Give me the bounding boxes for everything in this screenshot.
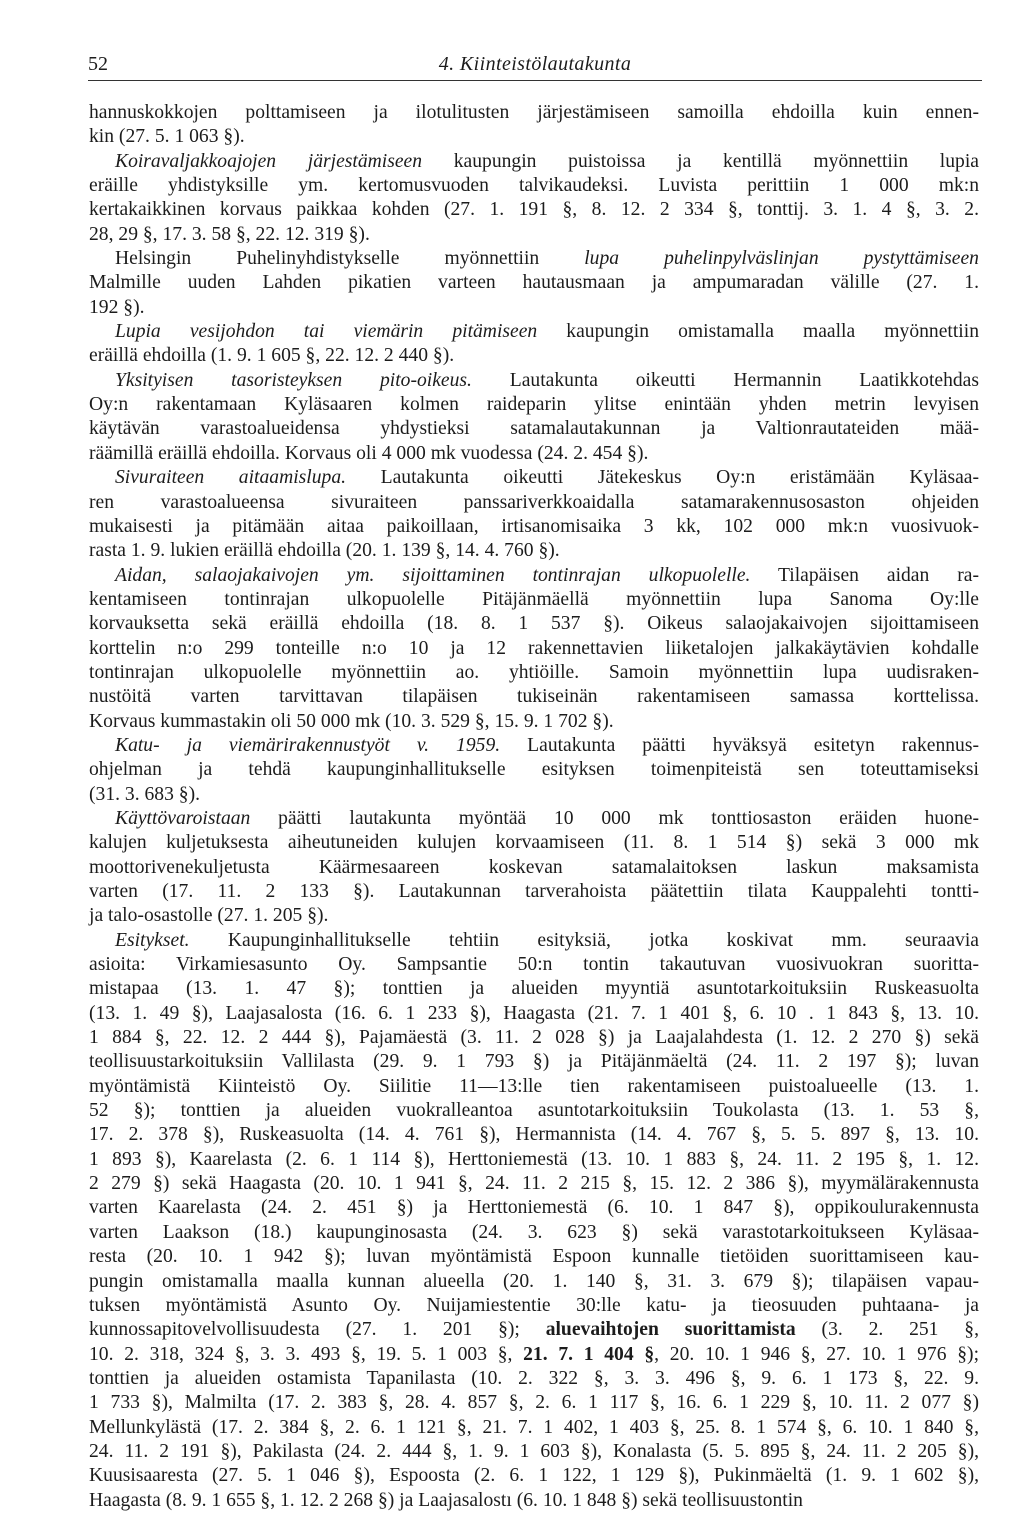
paragraph bbox=[89, 807, 979, 929]
text-run: Lautakunta päätti hyväksyä esitetyn rakennus- bbox=[500, 734, 979, 756]
text-run: 52 §); tonttien ja alueiden vuokralleantoa asuntotarkoituksiin Toukolasta (13. 1. 53 §, bbox=[89, 1100, 979, 1122]
text-line bbox=[89, 271, 979, 295]
text-run: ohjelman ja tehdä kaupunginhallitukselle esityksen toimenpiteistä sen toteuttamiseksi bbox=[89, 759, 979, 781]
text-run: (13. 1. 49 §), Laajasalosta (16. 6. 1 233 §), Haagasta (21. 7. 1 401 §, 6. 10 . 1 843 §, 13. 10. bbox=[89, 1002, 979, 1024]
text-line bbox=[89, 1196, 979, 1220]
text-run: mukaisesti ja pitämään aitaa paikoillaan, irtisanomisaika 3 kk, 102 000 mk:n vuosivuok- bbox=[89, 515, 979, 537]
text-run: ren varastoalueensa sivuraiteen panssariverkkoaidalla satamarakennusosaston ohjeiden bbox=[89, 491, 979, 513]
text-line bbox=[89, 296, 979, 320]
text-line bbox=[89, 101, 979, 125]
text-run: 2 279 §) sekä Haagasta (20. 10. 1 941 §, 24. 11. 2 215 §, 15. 12. 2 386 §), myymälärakennusta bbox=[89, 1173, 979, 1195]
text-run: eräille yhdistyksille ym. kertomusvuoden talvikaudeksi. Luvista perittiin 1 000 mk:n bbox=[89, 175, 979, 197]
text-line bbox=[89, 1391, 979, 1415]
text-run: korttelin n:o 299 tonteille n:o 10 ja 12 rakennettavien liiketalojen jalkakäytävien kohdalle bbox=[89, 637, 979, 659]
text-run: Helsingin Puhelinyhdistykselle myönnettiin bbox=[115, 248, 585, 270]
text-line bbox=[89, 1221, 979, 1245]
text-line bbox=[89, 1075, 979, 1099]
text-line bbox=[89, 661, 979, 685]
text-line bbox=[89, 1343, 979, 1367]
text-line bbox=[89, 1489, 979, 1513]
text-line bbox=[89, 612, 979, 636]
text-line bbox=[89, 588, 979, 612]
text-line bbox=[89, 125, 979, 149]
text-run: Lautakunta oikeutti Hermannin Laatikkotehdas bbox=[471, 369, 979, 391]
paragraph bbox=[89, 150, 979, 247]
text-line bbox=[89, 1148, 979, 1172]
text-run: tontinrajan ulkopuolelle myönnettiin ao. yhtiöille. Samoin myönnettiin lupa uudisraken- bbox=[89, 661, 979, 683]
text-line bbox=[89, 710, 979, 734]
text-line bbox=[89, 953, 979, 977]
text-line bbox=[89, 247, 979, 271]
text-run: varten Laakson (18.) kaupunginosasta (24. 3. 623 §) sekä varastotarkoitukseen Kyläsaa- bbox=[89, 1221, 979, 1243]
italic-heading: Katu- ja viemärirakennustyöt v. 1959. bbox=[115, 734, 501, 756]
text-run: 1 884 §, 22. 12. 2 444 §), Pajamäestä (3. 11. 2 028 §) ja Laajalahdesta (1. 12. 2 270 §) sekä bbox=[89, 1027, 979, 1049]
text-line bbox=[89, 831, 979, 855]
text-line bbox=[89, 417, 979, 441]
text-run: käytävän varastoalueidensa yhdystieksi satamalautakunnan ja Valtionrautateiden mää- bbox=[89, 418, 979, 440]
text-run: hannuskokkojen polttamiseen ja ilotulitusten järjestämiseen samoilla ehdoilla kuin ennen- bbox=[89, 102, 979, 123]
text-line bbox=[89, 369, 979, 393]
header-rule bbox=[88, 80, 982, 81]
text-line bbox=[89, 880, 979, 904]
body-text bbox=[89, 101, 979, 1513]
paragraph bbox=[89, 369, 979, 466]
text-run: myöntämistä Kiinteistö Oy. Siilitie 11—13:lle tien rakentamiseen puistoalueelle (13. 1. bbox=[89, 1075, 979, 1097]
text-line bbox=[89, 1172, 979, 1196]
text-run: eräillä ehdoilla (1. 9. 1 605 §, 22. 12. 2 440 §). bbox=[89, 345, 455, 367]
text-line bbox=[89, 807, 979, 831]
text-run: kunnossapitovelvollisuudesta (27. 1. 201 §); bbox=[89, 1319, 546, 1341]
text-run: 1 893 §), Kaarelasta (2. 6. 1 114 §), Herttoniemestä (13. 10. 1 883 §, 24. 11. 2 195 §, 1. 12. bbox=[89, 1148, 979, 1170]
text-run: varten Kaarelasta (24. 2. 451 §) ja Herttoniemestä (6. 10. 1 847 §), oppikoulurakennusta bbox=[89, 1197, 979, 1219]
text-run: kertakaikkinen korvaus paikkaa kohden (27. 1. 191 §, 8. 12. 2 334 §, tonttij. 3. 1. 4 §, 3. 2. bbox=[89, 199, 979, 221]
text-line bbox=[89, 1002, 979, 1026]
paragraph bbox=[89, 247, 979, 320]
text-run: Lautakunta oikeutti Jätekeskus Oy:n eristämään Kyläsaa- bbox=[346, 467, 979, 489]
text-line bbox=[89, 1416, 979, 1440]
italic-heading: Yksityisen tasoristeyksen pito-oikeus. bbox=[115, 369, 472, 391]
page-number: 52 bbox=[88, 53, 108, 75]
italic-heading: lupa puhelinpylväslinjan pystyttämiseen bbox=[584, 248, 979, 270]
text-run: nustöitä varten tarvittavan tilapäisen tukiseinän rakentamiseen samassa korttelissa. bbox=[89, 686, 979, 708]
text-run: päätti lautakunta myöntää 10 000 mk tonttiosaston eräiden huone- bbox=[250, 807, 979, 829]
page-header bbox=[88, 52, 982, 80]
running-head: 4. Kiinteistölautakunta bbox=[438, 53, 632, 75]
text-line bbox=[89, 442, 979, 466]
text-line bbox=[89, 320, 979, 344]
text-run: tuksen myöntämistä Asunto Oy. Nuijamiestentie 30:lle katu- ja tieosuuden puhtaana- ja bbox=[89, 1294, 979, 1316]
text-run: Mellunkylästä (17. 2. 384 §, 2. 6. 1 121 §, 21. 7. 1 402, 1 403 §, 25. 8. 1 574 §, 6. 10. 1 840 §, bbox=[89, 1416, 979, 1438]
text-run: varten (17. 11. 2 133 §). Lautakunnan tarverahoista päätettiin tilata Kauppalehti tontti- bbox=[89, 881, 979, 902]
text-line bbox=[89, 1294, 979, 1318]
text-run: ja talo-osastolle (27. 1. 205 §). bbox=[89, 905, 329, 927]
text-line bbox=[89, 393, 979, 417]
paragraph bbox=[89, 564, 979, 734]
text-line bbox=[89, 1440, 979, 1464]
text-run: mistapaa (13. 1. 47 §); tonttien ja alueiden myyntiä asuntotarkoituksiin Ruskeasuolta bbox=[89, 978, 979, 1000]
italic-heading: Käyttövaroistaan bbox=[115, 807, 251, 829]
text-line bbox=[89, 1050, 979, 1074]
text-line bbox=[89, 1123, 979, 1147]
text-run: 1 733 §), Malmilta (17. 2. 383 §, 28. 4. 857 §, 2. 6. 1 117 §, 16. 6. 1 229 §, 10. 11. 2 077 §) bbox=[89, 1392, 979, 1414]
text-line bbox=[89, 564, 979, 588]
text-run: tonttien ja alueiden ostamista Tapanilasta (10. 2. 322 §, 3. 3. 496 §, 9. 6. 1 173 §, 22. 9. bbox=[89, 1367, 979, 1389]
italic-heading: Esitykset. bbox=[115, 929, 190, 951]
text-run: kentamiseen tontinrajan ulkopuolelle Pitäjänmäellä myönnettiin lupa Sanoma Oy:lle bbox=[89, 588, 979, 610]
italic-heading: Aidan, salaojakaivojen ym. sijoittaminen tontinrajan ulkopuolelle. bbox=[115, 564, 751, 586]
text-line bbox=[89, 466, 979, 490]
text-line bbox=[89, 929, 979, 953]
text-run: 10. 2. 318, 324 §, 3. 3. 493 §, 19. 5. 1 003 §, bbox=[89, 1343, 524, 1365]
text-run: moottorivenekuljetusta Käärmesaareen koskevan satamalaitoksen laskun maksamista bbox=[89, 856, 979, 878]
paragraph bbox=[89, 101, 979, 150]
text-run: Tilapäisen aidan ra- bbox=[750, 564, 979, 586]
text-run: 17. 2. 378 §), Ruskeasuolta (14. 4. 761 §), Hermannista (14. 4. 767 §, 5. 5. 897 §, 13. 10. bbox=[89, 1124, 979, 1146]
paragraph bbox=[89, 734, 979, 807]
text-line bbox=[89, 174, 979, 198]
text-line bbox=[89, 515, 979, 539]
text-line bbox=[89, 685, 979, 709]
text-run: rasta 1. 9. lukien eräillä ehdoilla (20. 1. 139 §, 14. 4. 760 §). bbox=[89, 540, 560, 562]
text-line bbox=[89, 856, 979, 880]
text-line bbox=[89, 344, 979, 368]
text-run: Oy:n rakentamaan Kyläsaaren kolmen raideparin ylitse enintään yhden metrin levyisen bbox=[89, 394, 979, 416]
text-run: 192 §). bbox=[89, 296, 145, 318]
bold-text: aluevaihtojen suorittamista bbox=[545, 1319, 796, 1341]
text-run: Haagasta (8. 9. 1 655 §, 1. 12. 2 268 §) ja Laajasalostı (6. 10. 1 848 §) sekä teollisuustontin bbox=[89, 1489, 803, 1511]
text-line bbox=[89, 150, 979, 174]
text-line bbox=[89, 977, 979, 1001]
text-line bbox=[89, 198, 979, 222]
text-run: asioita: Virkamiesasunto Oy. Sampsantie 50:n tontin takautuvan vuosivuokran suoritta- bbox=[89, 954, 979, 976]
text-run: Kuusisaaresta (27. 5. 1 046 §), Espoosta (2. 6. 1 122, 1 129 §), Pukinmäeltä (1. 9. 1 602 §), bbox=[89, 1465, 979, 1487]
text-run: Malmille uuden Lahden pikatien varteen hautausmaan ja ampumaradan välille (27. 1. bbox=[89, 272, 979, 294]
text-run: (31. 3. 683 §). bbox=[89, 783, 201, 805]
text-line bbox=[89, 1270, 979, 1294]
text-run: 28, 29 §, 17. 3. 58 §, 22. 12. 319 §). bbox=[89, 223, 370, 245]
text-run: korvauksetta sekä eräillä ehdoilla (18. 8. 1 537 §). Oikeus salaojakaivojen sijoittamiseen bbox=[89, 613, 979, 635]
text-line bbox=[89, 223, 979, 247]
text-line bbox=[89, 904, 979, 928]
text-line bbox=[89, 734, 979, 758]
paragraph bbox=[89, 929, 979, 1513]
text-line bbox=[89, 1464, 979, 1488]
italic-heading: Lupia vesijohdon tai viemärin pitämiseen bbox=[115, 321, 538, 343]
paragraph bbox=[89, 466, 979, 563]
text-run: kaupungin puistoissa ja kentillä myönnettiin lupia bbox=[422, 150, 979, 172]
text-line bbox=[89, 1026, 979, 1050]
bold-text: 21. 7. 1 404 § bbox=[523, 1343, 655, 1365]
paragraph bbox=[89, 320, 979, 369]
text-run: räämillä eräillä ehdoilla. Korvaus oli 4 000 mk vuodessa (24. 2. 454 §). bbox=[89, 442, 649, 464]
text-run: kin (27. 5. 1 063 §). bbox=[89, 126, 245, 148]
italic-heading: Koiravaljakkoajojen järjestämiseen bbox=[115, 150, 423, 172]
text-line bbox=[89, 491, 979, 515]
text-line bbox=[89, 1318, 979, 1342]
text-line bbox=[89, 783, 979, 807]
text-line bbox=[89, 758, 979, 782]
text-line bbox=[89, 539, 979, 563]
text-run: , 20. 10. 1 946 §, 27. 10. 1 976 §); bbox=[654, 1343, 980, 1365]
text-run: resta (20. 10. 1 942 §); luvan myöntämistä Espoon kunnalle tietöiden suorittamiseen kau- bbox=[89, 1246, 979, 1268]
text-line bbox=[89, 1099, 979, 1123]
text-run: kaupungin omistamalla maalla myönnettiin bbox=[537, 321, 979, 343]
text-run: Kaupunginhallitukselle tehtiin esityksiä, jotka koskivat mm. seuraavia bbox=[189, 929, 979, 951]
text-run: teollisuustarkoituksiin Vallilasta (29. 9. 1 793 §) ja Pitäjänmäeltä (24. 11. 2 197 §); luvan bbox=[89, 1051, 979, 1073]
text-line bbox=[89, 1245, 979, 1269]
italic-heading: Sivuraiteen aitaamislupa. bbox=[115, 467, 347, 489]
text-run: 24. 11. 2 191 §), Pakilasta (24. 2. 444 §, 1. 9. 1 603 §), Konalasta (5. 5. 895 §, 24. 11. 2 205 §), bbox=[89, 1440, 979, 1462]
text-run: (3. 2. 251 §, bbox=[795, 1319, 979, 1341]
text-run: pungin omistamalla maalla kunnan alueella (20. 1. 140 §, 31. 3. 679 §); tilapäisen vapau- bbox=[89, 1270, 979, 1292]
text-line bbox=[89, 1367, 979, 1391]
text-run: Korvaus kummastakin oli 50 000 mk (10. 3. 529 §, 15. 9. 1 702 §). bbox=[89, 710, 614, 732]
text-line bbox=[89, 637, 979, 661]
text-run: kalujen kuljetuksesta aiheutuneiden kulujen korvaamiseen (11. 8. 1 514 §) sekä 3 000 mk bbox=[89, 832, 979, 854]
